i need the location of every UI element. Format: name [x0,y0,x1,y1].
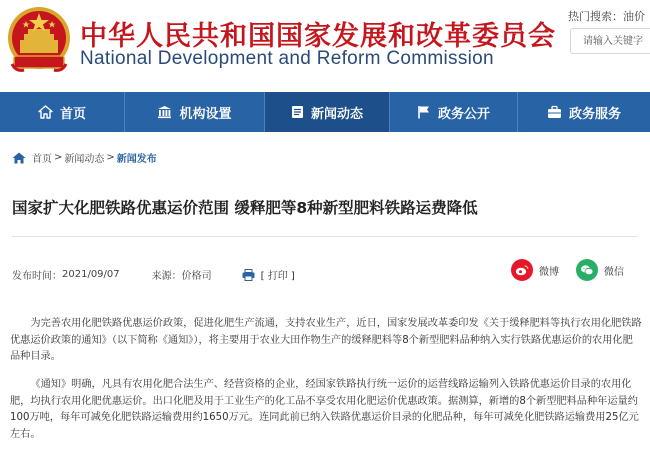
article-meta [12,267,295,282]
nav-item-news[interactable] [265,92,390,132]
publish-label: 发布时间： [12,271,62,282]
share-wechat-button[interactable] [576,259,624,281]
weibo-label: 微博 [539,266,559,278]
breadcrumb-separator: > [54,152,63,163]
article-paragraph: 为完善农用化肥铁路优惠运价政策，促进化肥生产流通，支持农业生产，近日，国家发展改革委印发《关于缓释肥料等执行农用化肥铁路优惠运价政策的通知》（以下简称《通知》），将主要用于农业大田作物生产的缓释肥料等8个新型肥料品种纳入实行铁路优惠运价的农用化肥品种目录。 [10,318,642,362]
nav-item-organization[interactable] [125,92,265,132]
nav-label-government-services: 政务服务 [568,106,621,122]
hot-search [568,8,645,24]
share-weibo-button[interactable] [511,259,559,281]
national-emblem-icon [6,4,72,76]
hot-search-label: 热门搜索： [568,10,623,23]
nav-item-home[interactable] [0,92,125,132]
document-icon [291,105,304,119]
search-input[interactable] [570,28,650,54]
building-icon [157,105,172,119]
nav-label-government-affairs: 政务公开 [437,106,490,122]
breadcrumb-home-icon [12,152,26,164]
site-title-en: National Development and Reform Commission [80,48,494,69]
nav-label-news: 新闻动态 [310,106,363,122]
breadcrumb-home[interactable]: 首页 [32,154,52,165]
source-label: 来源： [151,271,182,282]
weibo-icon [511,259,533,281]
article-paragraph: 《通知》明确，凡具有农用化肥合法生产、经营资格的企业，经国家铁路执行统一运价的运营线路运输列入铁路优惠运价目录的农用化肥，均执行农用化肥优惠运价。出口化肥及用于工业生产的化工品不享受农用化肥运价优惠政策。据测算，新增的8个新型肥料品种年运量约100万吨，每年可减免化肥铁路运输费用约1650万元。连同此前已纳入铁路优惠运价目录的化肥品种，每年可减免化肥铁路运输费用25亿元左右。 [10,379,639,440]
nav-item-government-services[interactable] [518,92,650,132]
print-button[interactable] [242,267,295,282]
breadcrumb-current: 新闻发布 [116,154,157,165]
article-title: 国家扩大化肥铁路优惠运价范围 缓释肥等8种新型肥料铁路运费降低 [12,199,478,217]
briefcase-icon [547,105,562,119]
breadcrumb [12,150,157,165]
nav-label-home: 首页 [59,106,86,122]
main-nav [0,92,650,132]
title-divider [12,236,638,237]
publish-date: 2021/09/07 [62,269,120,280]
site-title-cn: 中华人民共和国国家发展和改革委员会 [80,21,556,52]
nav-item-government-affairs[interactable] [390,92,518,132]
breadcrumb-separator: > [106,152,115,163]
printer-icon [242,269,255,281]
site-header [0,0,650,90]
breadcrumb-news[interactable]: 新闻动态 [64,154,105,165]
hot-search-term[interactable]: 油价 [623,10,645,23]
print-label: [ 打印 ] [260,271,295,282]
wechat-label: 微信 [604,266,624,278]
nav-label-organization: 机构设置 [179,106,232,122]
wechat-icon [576,259,598,281]
home-icon [38,105,53,119]
source-value: 价格司 [181,271,212,282]
flag-icon [417,105,431,119]
